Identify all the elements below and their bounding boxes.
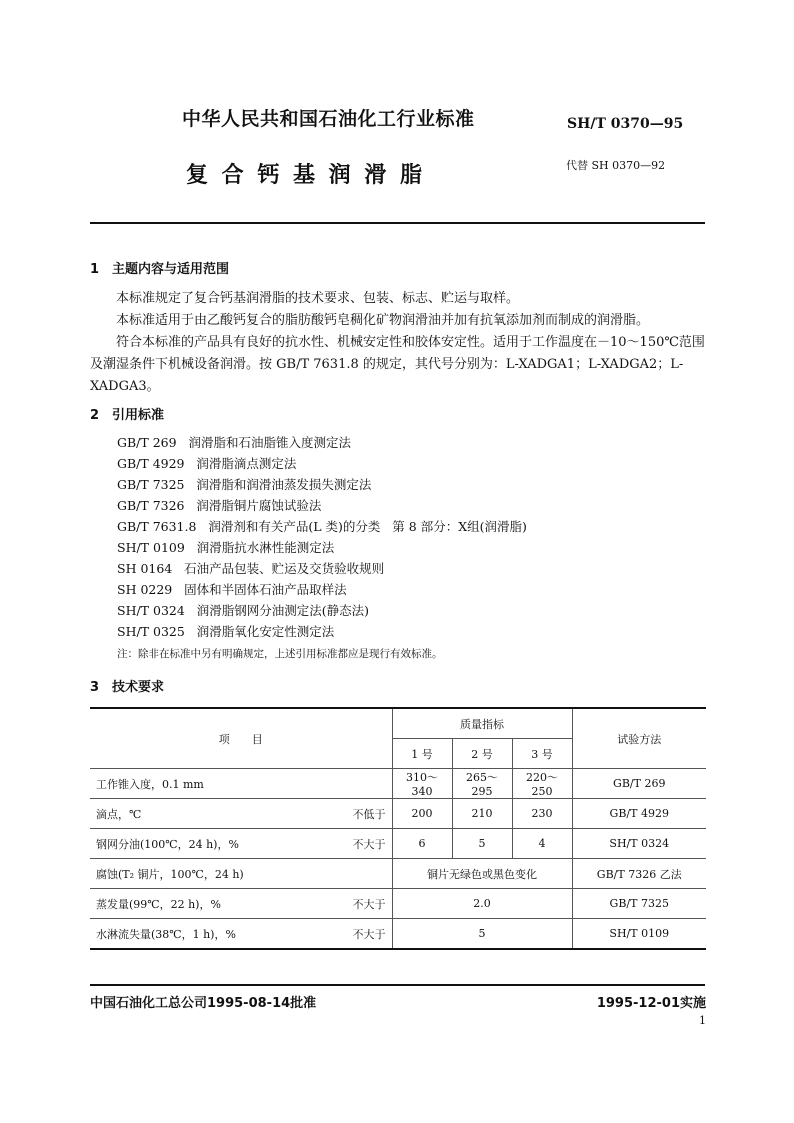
row-item (90, 919, 392, 950)
reference-item: GB/T 7631.8 润滑剂和有关产品(L 类)的分类 第 8 部分：X组(润滑脂) (117, 519, 527, 534)
table-row (90, 859, 706, 889)
section-1-heading (90, 258, 229, 277)
footer-divider (90, 984, 705, 986)
item-label: 工作锥入度，0.1 mm (96, 777, 204, 791)
row-value: 5 (452, 829, 512, 859)
reference-item: SH 0164 石油产品包装、贮运及交货验收规则 (117, 561, 385, 576)
paragraph: 本标准规定了复合钙基润滑脂的技术要求、包装、标志、贮运与取样。 (116, 291, 520, 306)
item-label: 腐蚀(T₂ 铜片，100℃，24 h) (96, 867, 244, 881)
reference-item: GB/T 269 润滑脂和石油脂锥入度测定法 (117, 435, 351, 450)
row-value: 200 (392, 799, 452, 829)
row-method: SH/T 0324 (572, 829, 706, 859)
item-limit: 不低于 (352, 807, 386, 821)
row-value: 230 (512, 799, 572, 829)
page-number: 1 (699, 1014, 706, 1027)
section-number: 3 (90, 680, 100, 695)
header-grade: 3 号 (512, 739, 572, 769)
item-limit: 不大于 (352, 927, 386, 941)
row-method: GB/T 7326 乙法 (572, 859, 706, 889)
row-method: GB/T 4929 (572, 799, 706, 829)
item-label: 滴点，℃ (96, 807, 142, 821)
table-row (90, 799, 706, 829)
item-label: 蒸发量(99℃，22 h)，% (96, 897, 221, 911)
section-2-heading (90, 404, 164, 423)
header-method: 试验方法 (572, 708, 706, 769)
section-title: 主题内容与适用范围 (112, 262, 230, 277)
header-quality: 质量指标 (392, 708, 572, 739)
reference-item: SH/T 0325 润滑脂氧化安定性测定法 (117, 624, 335, 639)
specification-table (90, 707, 706, 950)
item-limit: 不大于 (352, 837, 386, 851)
row-item (90, 799, 392, 829)
standard-org-title: 中华人民共和国石油化工行业标准 (182, 108, 475, 130)
row-value: 210 (452, 799, 512, 829)
row-value: 310～340 (392, 769, 452, 799)
header-grade: 1 号 (392, 739, 452, 769)
table-header-row (90, 708, 706, 739)
reference-item: SH/T 0324 润滑脂钢网分油测定法(静态法) (117, 603, 369, 618)
reference-item: GB/T 7325 润滑脂和润滑油蒸发损失测定法 (117, 477, 372, 492)
effective-date: 1995-12-01实施 (596, 996, 706, 1011)
row-value: 265～295 (452, 769, 512, 799)
table-row (90, 769, 706, 799)
replaces-note: 代替 SH 0370—92 (566, 159, 666, 172)
header-divider (90, 222, 705, 224)
row-item (90, 769, 392, 799)
approval-text: 中国石油化工总公司1995-08-14批准 (90, 996, 317, 1011)
row-method: SH/T 0109 (572, 919, 706, 950)
row-method: GB/T 7325 (572, 889, 706, 919)
reference-item: GB/T 4929 润滑脂滴点测定法 (117, 456, 297, 471)
standard-code: SH/T 0370—95 (567, 116, 684, 132)
table-row (90, 919, 706, 950)
row-value: 4 (512, 829, 572, 859)
reference-note: 注：除非在标准中另有明确规定，上述引用标准都应是现行有效标准。 (117, 648, 443, 660)
paragraph: 本标准适用于由乙酸钙复合的脂肪酸钙皂稠化矿物润滑油并加有抗氧添加剂而制成的润滑脂。 (116, 313, 650, 328)
row-method: GB/T 269 (572, 769, 706, 799)
section-number: 1 (90, 262, 100, 277)
row-item (90, 829, 392, 859)
item-label: 钢网分油(100℃，24 h)，% (96, 837, 239, 851)
row-value: 6 (392, 829, 452, 859)
section-title: 技术要求 (112, 680, 165, 695)
table-row (90, 829, 706, 859)
row-merged-value: 2.0 (392, 889, 572, 919)
item-limit: 不大于 (352, 897, 386, 911)
reference-item: SH 0229 固体和半固体石油产品取样法 (117, 582, 347, 597)
reference-item: GB/T 7326 润滑脂铜片腐蚀试验法 (117, 498, 322, 513)
row-merged-value: 铜片无绿色或黑色变化 (392, 859, 572, 889)
item-label: 水淋流失量(38℃，1 h)，% (96, 927, 236, 941)
reference-item: SH/T 0109 润滑脂抗水淋性能测定法 (117, 540, 335, 555)
document-title: 复 合 钙 基 润 滑 脂 (186, 163, 425, 188)
header-grade: 2 号 (452, 739, 512, 769)
table-row (90, 889, 706, 919)
section-number: 2 (90, 408, 100, 423)
section-3-heading (90, 676, 164, 695)
header-item: 项 目 (90, 708, 392, 769)
row-item (90, 859, 392, 889)
section-title: 引用标准 (112, 408, 165, 423)
paragraph: 符合本标准的产品具有良好的抗水性、机械安定性和胶体安定性。适用于工作温度在－10～150℃范围及潮湿条件下机械设备润滑。按 GB/T 7631.8 的规定，其代号分别为：L-XADGA1；L-XADGA2；L-XADGA3。 (90, 335, 705, 394)
row-value: 220～250 (512, 769, 572, 799)
row-item (90, 889, 392, 919)
row-merged-value: 5 (392, 919, 572, 950)
